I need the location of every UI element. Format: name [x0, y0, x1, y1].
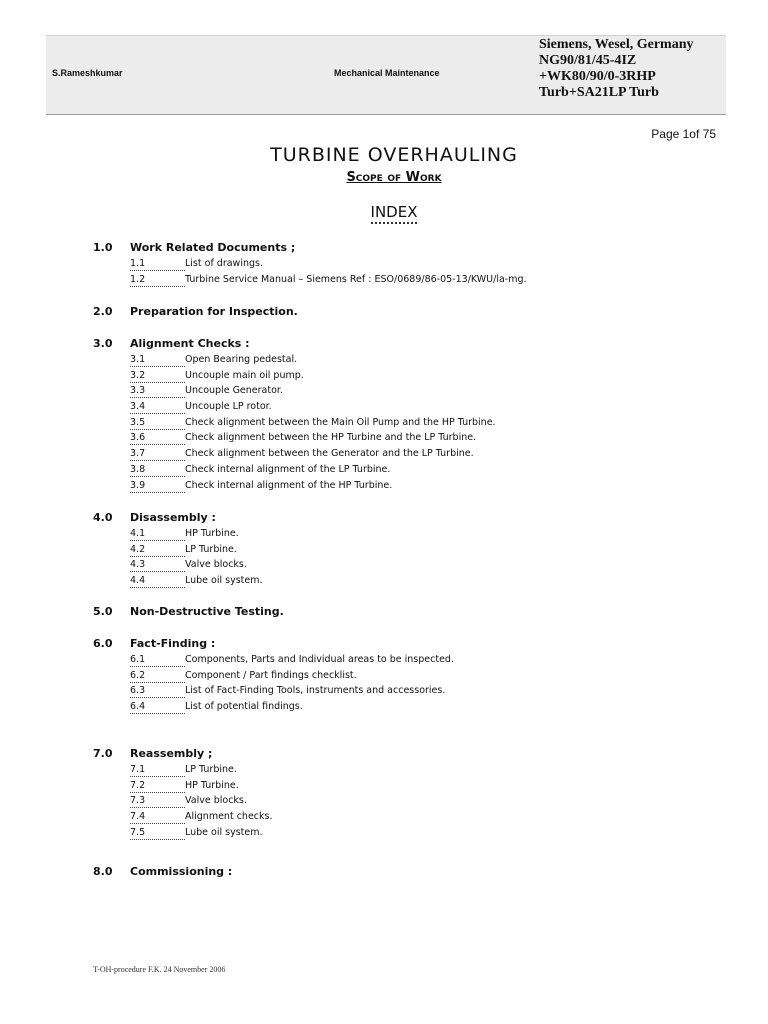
index-section [93, 241, 527, 288]
item-number: 3.7 [130, 447, 185, 461]
section-title: Alignment Checks : [130, 337, 250, 350]
index-section [93, 747, 272, 841]
item-text: Check internal alignment of the LP Turbine. [185, 463, 391, 475]
index-section [93, 337, 496, 494]
section-title: Work Related Documents ; [130, 241, 296, 254]
item-number: 6.1 [130, 653, 185, 667]
header-line-model-3: Turb+SA21LP Turb [539, 85, 659, 100]
section-heading [93, 637, 454, 653]
header-equipment-info [539, 37, 694, 101]
item-number: 6.2 [130, 669, 185, 683]
section-number: 1.0 [93, 241, 113, 254]
index-item [130, 669, 454, 685]
section-title: Preparation for Inspection. [130, 305, 298, 318]
item-text: Components, Parts and Individual areas to be inspected. [185, 654, 454, 665]
item-text: List of potential findings. [185, 701, 303, 713]
item-text: LP Turbine. [185, 764, 237, 775]
index-item [130, 543, 263, 559]
item-text: Valve blocks. [185, 559, 247, 571]
item-text: Uncouple Generator. [185, 385, 283, 397]
index-item [130, 763, 272, 779]
item-text: Lube oil system. [185, 575, 263, 587]
index-item [130, 574, 263, 590]
section-number: 3.0 [93, 337, 113, 350]
item-number: 4.4 [130, 574, 185, 588]
page-header [46, 35, 726, 115]
index-item [130, 558, 263, 574]
index-item [130, 463, 496, 479]
header-line-model-1: NG90/81/45-4IZ [539, 53, 637, 68]
item-text: Alignment checks. [185, 811, 273, 823]
item-number: 3.4 [130, 400, 185, 414]
item-text: List of drawings. [185, 258, 263, 269]
item-number: 4.3 [130, 558, 185, 572]
item-text: Open Bearing pedestal. [185, 354, 298, 365]
section-heading [93, 337, 496, 353]
item-number: 1.2 [130, 273, 185, 287]
item-number: 7.3 [130, 794, 185, 808]
index-item [130, 431, 496, 447]
section-heading [93, 747, 272, 763]
index-section [93, 511, 263, 590]
item-text: Lube oil system. [185, 826, 263, 838]
section-number: 2.0 [93, 305, 113, 318]
section-heading [93, 605, 284, 621]
page-number: Page 1of 75 [651, 127, 716, 141]
item-text: Check alignment between the HP Turbine and the LP Turbine. [185, 432, 477, 444]
index-item [130, 779, 272, 795]
item-number: 7.2 [130, 779, 185, 793]
index-item [130, 527, 263, 543]
header-author: S.Rameshkumar [52, 68, 123, 78]
index-item [130, 273, 527, 289]
item-text: Valve blocks. [185, 795, 247, 807]
section-heading [93, 865, 232, 881]
item-number: 7.1 [130, 763, 185, 777]
header-line-company: Siemens, Wesel, Germany [539, 37, 694, 52]
item-number: 4.2 [130, 543, 185, 557]
item-text: HP Turbine. [185, 779, 239, 791]
section-heading [93, 511, 263, 527]
item-number: 7.5 [130, 826, 185, 840]
index-item [130, 257, 527, 273]
index-heading [0, 203, 768, 221]
item-number: 4.1 [130, 527, 185, 541]
index-section [93, 865, 232, 881]
item-number: 6.4 [130, 700, 185, 714]
section-number: 4.0 [93, 511, 113, 524]
index-item [130, 353, 496, 369]
index-item [130, 369, 496, 385]
index-section [93, 305, 298, 321]
item-number: 3.8 [130, 463, 185, 477]
index-item [130, 700, 454, 716]
section-number: 8.0 [93, 865, 113, 878]
header-department: Mechanical Maintenance [334, 68, 440, 78]
item-number: 3.3 [130, 384, 185, 398]
page-footer: T-OH-procedure F.K. 24 November 2006 [93, 965, 226, 974]
item-number: 3.9 [130, 479, 185, 493]
item-text: Uncouple LP rotor. [185, 401, 272, 413]
item-number: 1.1 [130, 257, 185, 271]
index-section [93, 637, 454, 716]
section-heading [93, 241, 527, 257]
index-item [130, 684, 454, 700]
index-item [130, 653, 454, 669]
index-item [130, 826, 272, 842]
header-line-model-2: +WK80/90/0-3RHP [539, 69, 656, 84]
section-title: Reassembly ; [130, 747, 213, 760]
item-text: HP Turbine. [185, 528, 239, 539]
section-title: Non-Destructive Testing. [130, 605, 284, 618]
item-text: Check internal alignment of the HP Turbine. [185, 479, 393, 491]
section-heading [93, 305, 298, 321]
item-number: 3.5 [130, 416, 185, 430]
index-item [130, 384, 496, 400]
section-number: 5.0 [93, 605, 113, 618]
section-title: Fact-Finding : [130, 637, 216, 650]
document-title: TURBINE OVERHAULING [270, 144, 518, 166]
index-item [130, 416, 496, 432]
index-item [130, 447, 496, 463]
section-number: 7.0 [93, 747, 113, 760]
item-text: Check alignment between the Main Oil Pump and the HP Turbine. [185, 416, 496, 428]
item-number: 3.2 [130, 369, 185, 383]
section-title: Disassembly : [130, 511, 216, 524]
index-item [130, 479, 496, 495]
index-item [130, 794, 272, 810]
item-number: 7.4 [130, 810, 185, 824]
item-text: LP Turbine. [185, 543, 237, 555]
item-number: 3.1 [130, 353, 185, 367]
section-title: Commissioning : [130, 865, 233, 878]
index-heading-text: INDEX [371, 203, 418, 224]
item-text: Turbine Service Manual – Siemens Ref : ESO/0689/86-05-13/KWU/la-mg. [185, 273, 527, 285]
item-text: Check alignment between the Generator and the LP Turbine. [185, 448, 474, 460]
index-section [93, 605, 284, 621]
index-item [130, 810, 272, 826]
item-number: 3.6 [130, 431, 185, 445]
section-number: 6.0 [93, 637, 113, 650]
item-number: 6.3 [130, 684, 185, 698]
item-text: List of Fact-Finding Tools, instruments and accessories. [185, 685, 446, 697]
item-text: Uncouple main oil pump. [185, 369, 304, 381]
document-subtitle: Scope of Work [346, 170, 442, 185]
index-item [130, 400, 496, 416]
item-text: Component / Part findings checklist. [185, 669, 357, 681]
